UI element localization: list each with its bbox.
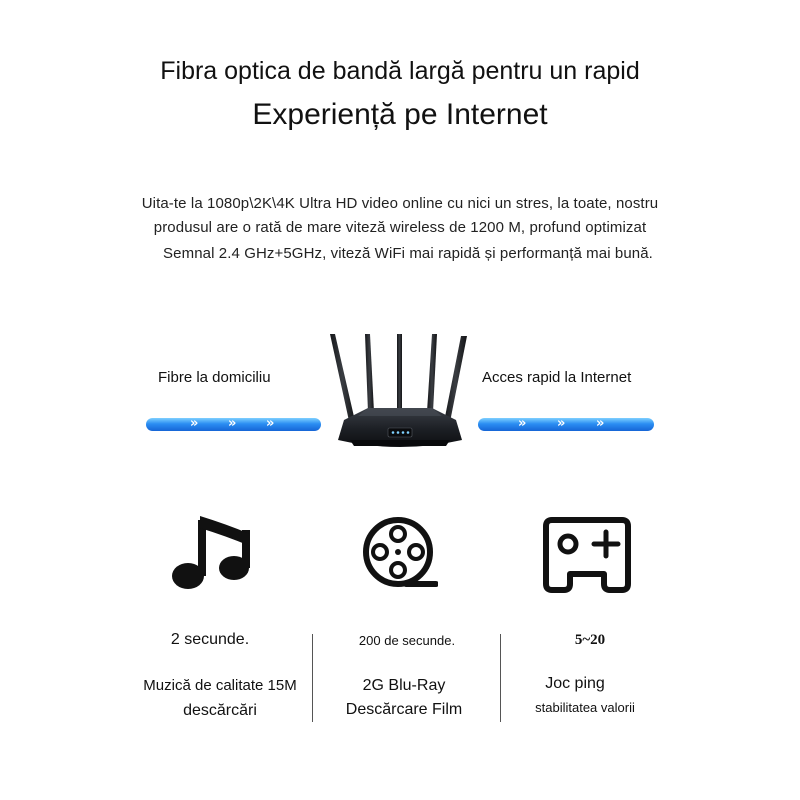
description-line-2: produsul are o rată de mare viteză wireless de 1200 M, profund optimizat (153, 219, 647, 236)
film-reel-icon (362, 516, 438, 592)
internet-access-label: Acces rapid la Internet (482, 369, 632, 386)
music-feature-line-2: descărcări (183, 702, 257, 719)
chevron-arrow-icon: » (228, 416, 235, 431)
fiber-signal-bar-right (478, 418, 654, 431)
description-line-1: Uita-te la 1080p\2K\4K Ultra HD video online cu nici un stres, la toate, nostru (141, 195, 659, 212)
feature-divider (500, 634, 501, 722)
chevron-arrow-icon: » (190, 416, 197, 431)
chevron-arrow-icon: » (596, 416, 603, 431)
music-feature-line-1: Muzică de calitate 15M (143, 677, 297, 694)
ping-feature-line-1: Joc ping (545, 675, 605, 692)
ping-range-value: 5~20 (574, 632, 606, 648)
chevron-arrow-icon: » (557, 416, 564, 431)
headline-line-1: Fibra optica de bandă largă pentru un rapid (160, 57, 640, 85)
ping-feature-line-2: stabilitatea valorii (535, 700, 635, 715)
music-note-icon (166, 516, 254, 592)
music-download-time: 2 secunde. (170, 631, 250, 648)
fiber-home-label: Fibre la domiciliu (158, 369, 271, 386)
description-line-3: Semnal 2.4 GHz+5GHz, viteză WiFi mai rapidă și performanță mai bună. (163, 245, 653, 262)
film-feature-line-1: 2G Blu-Ray (362, 677, 446, 694)
film-feature-line-2: Descărcare Film (345, 701, 463, 718)
wifi-router-image (322, 328, 478, 456)
film-download-time: 200 de secunde. (358, 633, 456, 648)
chevron-arrow-icon: » (266, 416, 273, 431)
chevron-arrow-icon: » (518, 416, 525, 431)
gamepad-icon (542, 516, 632, 594)
headline-line-2: Experiență pe Internet (252, 98, 548, 131)
